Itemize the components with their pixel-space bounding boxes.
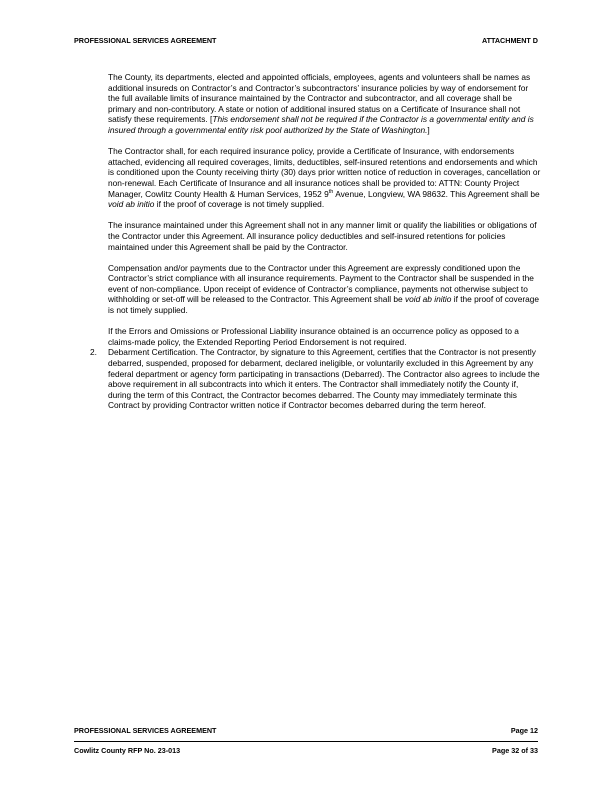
page-footer: [74, 726, 538, 735]
superscript: th: [328, 188, 334, 195]
italic-term: void ab initio: [405, 294, 452, 305]
paragraph-text: Avenue, Longview, WA 98632. This Agreement shall be: [333, 188, 540, 199]
document-body: [90, 72, 542, 422]
paragraph-certificate-of-insurance: [108, 146, 542, 210]
paragraph-italic-note: This endorsement shall not be required if the Contractor is a governmental entity and is insured through a governmental entity risk pool authorized by the State of Washington.: [108, 114, 534, 135]
footer-page-number: Page 12: [510, 726, 538, 735]
paragraph-compensation: [108, 263, 542, 316]
paragraph-text: The County, its departments, elected and appointed officials, employees, agents and volunteers shall be names as additional insureds on Contractor’s and Contractor’s subcontractors’ insurance policies by way of endorsement for the full available limits of insurance maintained by the Contractor and subcontractor, and all coverage shall be primary and non-contributory. A state or notion of additional insured status on a Certificate of Insurance shall not satisfy these requirements. [: [108, 72, 531, 125]
paragraph-text: Compensation and/or payments due to the Contractor under this Agreement are expressly conditioned upon the Contractor’s strict compliance with all insurance requirements. Payment to the Contractor shall be suspended in the event of non-compliance. Upon receipt of evidence of Contractor’s compliance, payments not otherwise subject to withholding or set-off will be released to the Contractor. This Agreement shall be: [108, 262, 534, 305]
page-header: [74, 36, 538, 45]
footer-total-pages: Page 32 of 33: [492, 746, 538, 755]
page-subfooter: [74, 746, 538, 755]
paragraph-text: if the proof of coverage is not timely supplied.: [108, 294, 540, 316]
paragraph-debarment: Debarment Certification. The Contractor, by signature to this Agreement, certifies that the Contractor is not presently debarred, suspended, proposed for debarment, declared ineligible, or voluntarily excluded in this Agreement by any federal department or agency form participating in transactions (Debarred). The Contractor also agrees to include the above requirement in all subcontracts into which it enters. The Contractor shall immediately notify the County if, during the term of this Contract, the Contractor becomes debarred. The County may immediately terminate this Contract by providing Contractor written notice if Contractor becomes debarred during the term hereof.: [108, 347, 540, 411]
footer-title: PROFESSIONAL SERVICES AGREEMENT: [74, 726, 217, 735]
italic-term: void ab initio: [108, 199, 155, 210]
paragraph-text: if the proof of coverage is not timely supplied.: [154, 199, 325, 210]
paragraph-additional-insureds: [108, 72, 542, 136]
paragraph-text: The Contractor shall, for each required insurance policy, provide a Certificate of Insurance, with endorsements attached, evidencing all required coverages, limits, deductibles, self-insured retentions and endorsements and which is conditioned upon the County receiving thirty (30) days prior written notice of reduction in coverages, cancellation or non-renewal. Each Certificate of Insurance and all insurance notices shall be provided to: ATTN: County Project Manager, Cowlitz County Health & Human Services, 1952 9: [108, 146, 541, 199]
footer-rfp-number: Cowlitz County RFP No. 23-013: [74, 746, 181, 755]
paragraph-insurance-maintained: The insurance maintained under this Agreement shall not in any manner limit or qualify the liabilities or obligations of the Contractor under this Agreement. All insurance policy deductibles and self-insured retentions for policies maintained under this Agreement shall be paid by the Contractor.: [108, 220, 537, 252]
paragraph-errors-omissions: If the Errors and Omissions or Professional Liability insurance obtained is an occurrence policy as opposed to a claims-made policy, the Extended Reporting Period Endorsement is not required.: [108, 326, 519, 347]
header-attachment: ATTACHMENT D: [481, 36, 538, 45]
list-item-debarment: [90, 347, 542, 411]
list-item-number: 2.: [90, 347, 97, 358]
footer-divider: [74, 741, 538, 742]
header-title: PROFESSIONAL SERVICES AGREEMENT: [74, 36, 217, 45]
paragraph-text: ]: [427, 124, 430, 135]
